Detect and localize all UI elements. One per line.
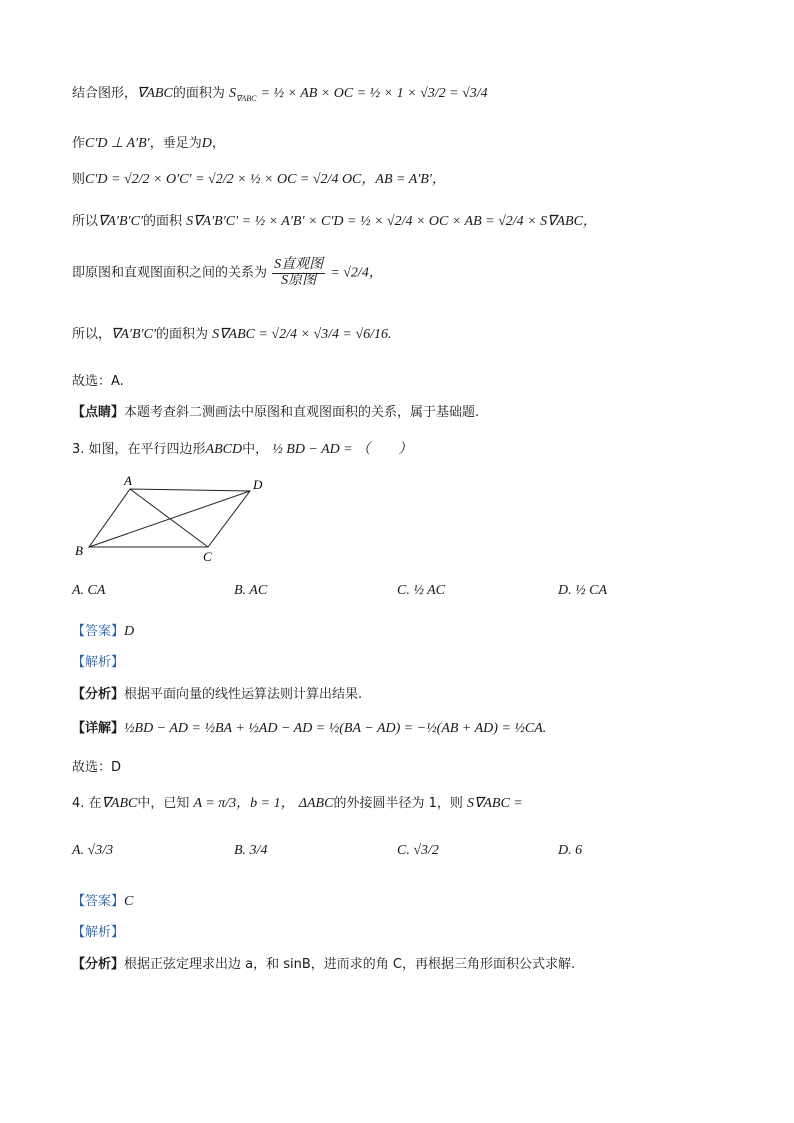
answer-value: C [124,894,134,909]
numerator: S直观图 [274,257,324,272]
area-target: S∇ABC = [466,796,523,811]
q4-analysis-tag: 【解析】 [72,925,125,940]
text: ， [211,136,225,151]
question-text: 3. 如图，在平行四边形 [72,442,206,457]
label-a: A [124,474,132,488]
cd-formula: C′D = √2/2 × O′C′ = √2/2 × ½ × OC = √2/4 OC，AB = A′B′， [85,172,446,187]
q3-fenxi [72,683,362,702]
text: 所以， [72,327,112,342]
answer-choice-a: 故选：A. [72,374,124,389]
q3-option-d[interactable]: D. ½ CA [558,583,607,598]
question-3 [72,438,412,458]
solution-line-2 [72,132,225,152]
text: 4. 在 [72,796,102,811]
solution-line-4 [72,210,597,230]
solution-line-3 [72,168,446,188]
q3-option-a[interactable]: A. CA [72,583,106,598]
parallelogram-figure [72,474,272,564]
text: 的面积为 [156,327,209,342]
triangle-symbol: ∇ABC [137,86,173,101]
denominator: S原图 [281,272,317,288]
solution-line-5 [72,258,383,288]
q4-option-b[interactable]: B. 3/4 [234,843,268,858]
label-b: B [75,543,83,558]
triangle-symbol: ∇A′B′C′ [111,327,157,342]
q4-option-c[interactable]: C. √3/2 [397,843,439,858]
q3-option-c[interactable]: C. ½ AC [397,583,445,598]
ratio-fraction [272,258,325,288]
question-4 [72,792,523,812]
text: 的外接圆半径为 1，则 [333,796,463,811]
q3-final: 故选：D [72,760,122,775]
q4-option-a[interactable]: A. √3/3 [72,843,114,858]
fenxi-text: 根据正弦定理求出边 a，和 sinB，进而求的角 C，再根据三角形面积公式求解. [124,957,576,972]
text: 作 [72,136,86,151]
fenxi-tag: 【分析】 [72,957,125,972]
area-formula-2: S∇A′B′C′ = ½ × A′B′ × C′D = ½ × √2/4 × OC × AB = √2/4 × S∇ABC， [186,214,597,229]
comment-text: 本题考查斜二测画法中原图和直观图面积的关系，属于基础题. [124,405,480,420]
q4-fenxi [72,953,575,972]
point-d: D [201,136,212,151]
triangle-symbol: ∇ABC [101,796,138,811]
xiangjie-text: ½BD − AD = ½BA + ½AD − AD = ½(BA − AD) = −½(AB + AD) = ½CA. [124,721,547,736]
text: 结合图形， [72,86,138,101]
answer-tag: 【答案】 [72,624,125,639]
fenxi-tag: 【分析】 [72,687,125,702]
vector-expression: ½ BD − AD = （ ） [272,442,413,457]
perpendicular-expr: C′D ⊥ A′B′ [85,136,150,151]
triangle-symbol: ΔABC [298,796,334,811]
text: ，垂足为 [149,136,202,151]
label-c: C [203,549,212,564]
diagonal-ac [130,489,208,547]
xiangjie-tag: 【详解】 [72,721,125,736]
text: 的面积为 [172,86,225,101]
q3-answer [72,620,134,640]
text: 所以 [72,214,99,229]
diagonal-bd [89,491,250,547]
answer-tag: 【答案】 [72,894,125,909]
triangle-symbol: ∇A′B′C′ [98,214,144,229]
q3-option-b[interactable]: B. AC [234,583,268,598]
given-values: A = π/3，b = 1， [193,796,295,811]
final-area: S∇ABC = √2/4 × √3/4 = √6/16. [212,327,392,342]
text: 则 [72,172,86,187]
text: 中，已知 [137,796,190,811]
q4-option-d[interactable]: D. 6 [558,843,583,858]
text: 即原图和直观图面积之间的关系为 [72,265,268,281]
q4-answer [72,890,133,910]
answer-value: D [124,624,135,639]
parallelogram-name: ABCD [205,442,243,457]
area-formula: = ½ × AB × OC = ½ × 1 × √3/2 = √3/4 [260,86,488,101]
text: 中， [242,442,269,457]
solution-line-1: 结合图形，∇ABC的面积为 $S_{\nabla ABC}$ = ½ × AB × OC = ½ × 1 × √3/2 = √3/4 [72,86,488,103]
comment-tag: 【点睛】 [72,405,125,420]
fenxi-text: 根据平面向量的线性运算法则计算出结果. [124,687,363,702]
q3-analysis-tag: 【解析】 [72,655,125,670]
q3-xiangjie [72,717,546,737]
text: 的面积 [143,214,183,229]
solution-line-6 [72,323,392,343]
label-d: D [253,477,263,492]
dianjing-comment [72,401,479,420]
ratio-value: = √2/4， [330,265,383,281]
